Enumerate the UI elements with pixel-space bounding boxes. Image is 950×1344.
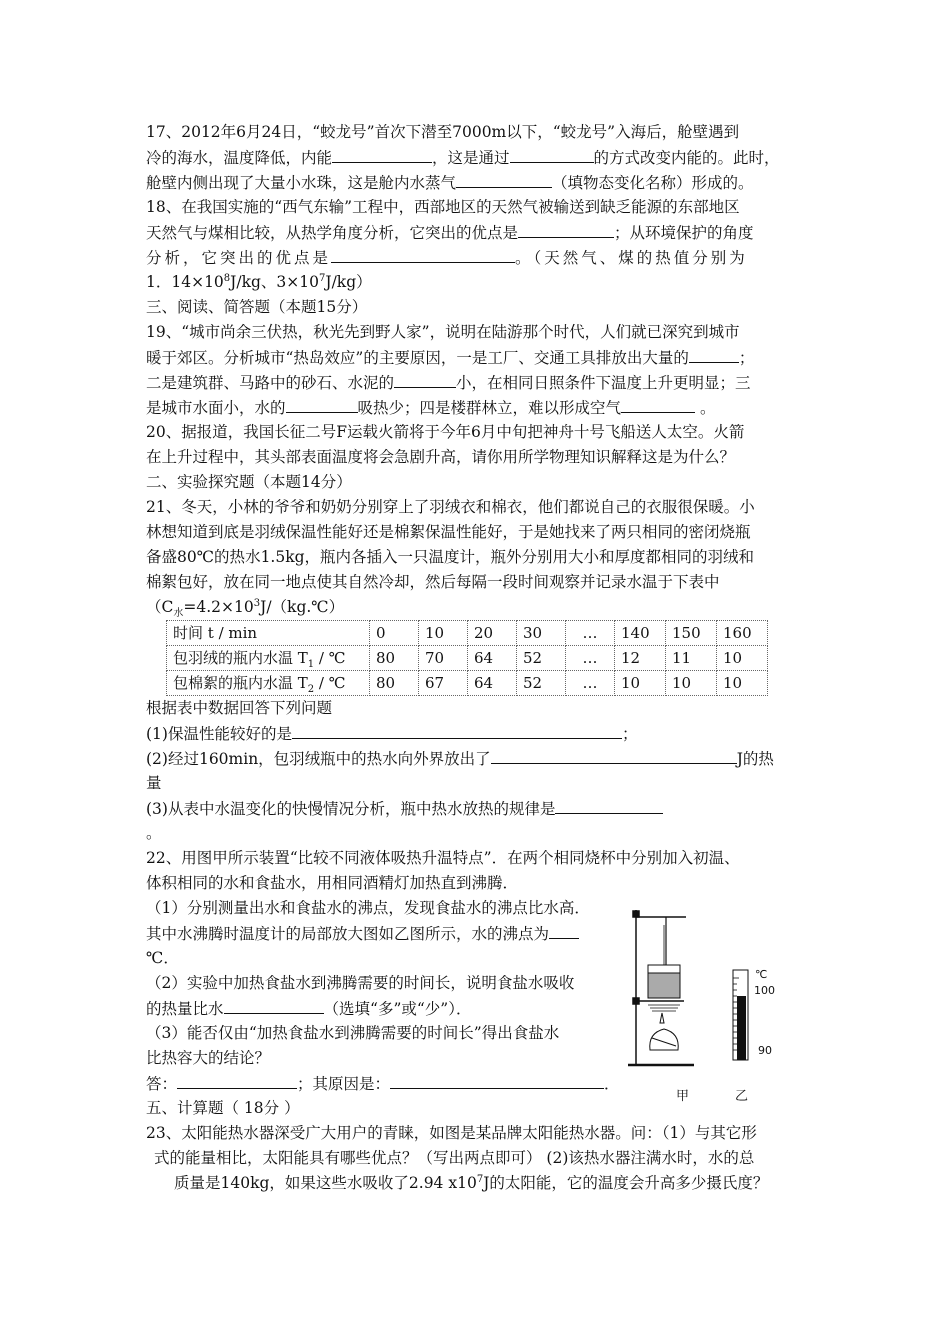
table-cell: … [566, 671, 615, 696]
q21-part3-end: 。 [146, 824, 162, 842]
table-row [167, 646, 768, 671]
section-heading-3: 三、阅读、简答题（本题15分） [146, 298, 368, 316]
q20-line2: 在上升过程中，其头部表面温度将会急剧升高，请你用所学物理知识解释这是为什么？ [146, 448, 736, 466]
heating-apparatus-figure [622, 905, 702, 1070]
table-cell: 140 [615, 621, 666, 646]
answer-blank[interactable] [332, 145, 432, 163]
answer-blank[interactable] [331, 245, 515, 263]
table-cell: 10 [717, 671, 768, 696]
q22-text: （选填“多”或“少”）． [323, 1000, 472, 1018]
q21-text: （C [146, 598, 174, 616]
beaker-icon [648, 965, 680, 998]
q18-text: 。（天然气、煤的热值分别为 [515, 249, 748, 267]
q17-line2 [146, 145, 826, 170]
answer-blank[interactable] [518, 220, 614, 238]
table-cell: 160 [717, 621, 768, 646]
q19-text: 吸热少；四是楼群林立，难以形成空气 [357, 399, 622, 417]
gauze-icon [648, 1005, 680, 1011]
figure-label-yi: 乙 [735, 1089, 749, 1104]
table-cell: 12 [615, 646, 666, 671]
q18-line3 [146, 245, 826, 270]
table-cell: 10 [717, 646, 768, 671]
q18-text: 1．14×10 [146, 273, 224, 291]
q22-text: ；其原因是： [297, 1075, 391, 1093]
subscript: 1 [307, 659, 315, 670]
q21-part1 [146, 721, 826, 746]
q23-line2: 式的能量相比，太阳能具有哪些优点？（写出两点即可） (2)该热水器注满水时，水的总 [154, 1149, 755, 1167]
answer-blank[interactable] [224, 996, 324, 1014]
table-cell: 10 [419, 621, 468, 646]
q21-text: =4.2×10 [183, 598, 254, 616]
q22-line2: 体积相同的水和食盐水，用相同酒精灯加热直到沸腾． [146, 874, 519, 892]
q21-text: J的热 [736, 750, 774, 768]
q21-part3 [146, 796, 826, 821]
q22-text: 答： [146, 1075, 178, 1093]
answer-blank[interactable] [456, 170, 552, 188]
answer-blank[interactable] [390, 1071, 604, 1089]
q17-text: 舱壁内侧出现了大量小水珠，这是舱内水蒸气 [146, 174, 457, 192]
q22-line1: 22、用图甲所示装置“比较不同液体吸热升温特点”．在两个相同烧杯中分别加入初温、 [146, 849, 740, 867]
answer-blank[interactable] [621, 395, 695, 413]
row-label: / ℃ [314, 674, 346, 692]
q22-text: 其中水沸腾时温度计的局部放大图如乙图所示，水的沸点为 [146, 925, 550, 943]
q21-part2-cont: 量 [146, 774, 162, 792]
table-cell: 11 [666, 646, 717, 671]
q18-text: 天然气与煤相比较，从热学角度分析，它突出的优点是 [146, 224, 519, 242]
q17-line1: 17、2012年6月24日，“蛟龙号”首次下潜至7000m以下，“蛟龙号”入海后，舱壁遇到 [146, 123, 740, 141]
q22-sub3a: （3）能否仅由“加热食盐水到沸腾需要的时间长”得出食盐水 [146, 1024, 560, 1042]
table-cell: 150 [666, 621, 717, 646]
q18-line2 [146, 220, 826, 245]
table-cell: 70 [419, 646, 468, 671]
table-cell: 30 [517, 621, 566, 646]
section-heading-2: 二、实验探究题（本题14分） [146, 473, 352, 491]
answer-blank[interactable] [689, 345, 739, 363]
q23-text: J的太阳能，它的温度会升高多少摄氏度？ [483, 1174, 769, 1192]
answer-blank[interactable] [549, 921, 579, 939]
temperature-table [166, 620, 768, 696]
q22-sub1b [146, 921, 826, 946]
table-cell: … [566, 646, 615, 671]
mercury-column [737, 996, 746, 1060]
table-cell: 64 [468, 671, 517, 696]
q21-text: ； [621, 725, 638, 743]
subscript: 2 [307, 684, 315, 695]
q23-line1: 23、太阳能热水器深受广大用户的青睐，如图是某品牌太阳能热水器。问：（1）与其它形 [146, 1124, 757, 1142]
table-cell: 64 [468, 646, 517, 671]
q19-line3 [146, 370, 826, 395]
table-row [167, 671, 768, 696]
superscript: 7 [319, 272, 326, 284]
q18-line1: 18、在我国实施的“西气东输”工程中，西部地区的天然气被输送到缺乏能源的东部地区 [146, 198, 740, 216]
table-cell: 10 [666, 671, 717, 696]
table-cell: 80 [370, 671, 419, 696]
q22-answer [146, 1071, 826, 1096]
answer-blank[interactable] [491, 746, 737, 764]
q17-text: 冷的海水，温度降低，内能 [146, 149, 333, 167]
q18-text: 分析，它突出的优点是 [146, 249, 332, 267]
q21-text: (2)经过160min，包羽绒瓶中的热水向外界放出了 [146, 750, 491, 768]
q19-line2 [146, 345, 826, 370]
table-cell: 0 [370, 621, 419, 646]
q18-text: ；从环境保护的角度 [614, 224, 754, 242]
superscript: 8 [223, 272, 231, 284]
q21-line2: 林想知道到底是羽绒保温性能好还是棉絮保温性能好，于是她找来了两只相同的密闭烧瓶 [146, 523, 751, 541]
answer-blank[interactable] [394, 370, 456, 388]
q21-line3: 备盛80℃的热水1.5kg，瓶内各插入一只温度计，瓶外分别用大小和厚度都相同的羽绒和 [146, 548, 755, 566]
table-cell [167, 671, 370, 696]
q19-text: 小，在相同日照条件下温度上升更明显；三 [456, 374, 751, 392]
table-cell: 52 [517, 671, 566, 696]
table-cell [167, 646, 370, 671]
q21-after: 根据表中数据回答下列问题 [146, 699, 333, 717]
answer-blank[interactable] [177, 1071, 297, 1089]
table-cell: … [566, 621, 615, 646]
q22-text: 的热量比水 [146, 1000, 224, 1018]
answer-blank[interactable] [286, 395, 358, 413]
table-cell: 10 [615, 671, 666, 696]
answer-blank[interactable] [510, 145, 594, 163]
q19-text: 是城市水面小，水的 [146, 399, 286, 417]
figure-label-jia: 甲 [676, 1089, 690, 1104]
q23-line3 [146, 1171, 826, 1196]
row-label: / ℃ [314, 649, 346, 667]
q19-text: 。 [695, 399, 716, 417]
q19-line4 [146, 395, 826, 420]
q22-sub2a: （2）实验中加热食盐水到沸腾需要的时间长，说明食盐水吸收 [146, 974, 575, 992]
q19-line1: 19、“城市尚余三伏热，秋光先到野人家”，说明在陆游那个时代，人们就已深究到城市 [146, 323, 740, 341]
thermometer-closeup-figure [722, 966, 782, 1066]
q19-text: 暖于郊区。分析城市“热岛效应”的主要原因，一是工厂、交通工具排放出大量的 [146, 349, 689, 367]
q23-text: 质量是140kg，如果这些水吸收了2.94 x10 [174, 1174, 477, 1192]
answer-blank[interactable] [555, 796, 663, 814]
q21-line4: 棉絮包好，放在同一地点使其自然冷却，然后每隔一段时间观察并记录水温于下表中 [146, 573, 720, 591]
table-cell: 67 [419, 671, 468, 696]
table-row [167, 621, 768, 646]
q17-text: （填物态变化名称）形成的。 [552, 174, 754, 192]
thermometer-label-100: 100 [754, 984, 775, 997]
q22-sub1a: （1）分别测量出水和食盐水的沸点，发现食盐水的沸点比水高． [146, 899, 590, 917]
thermometer-label-90: 90 [758, 1044, 772, 1057]
q21-text: (1)保温性能较好的是 [146, 725, 292, 743]
q21-line5 [146, 595, 826, 620]
q21-line1: 21、冬天，小林的爷爷和奶奶分别穿上了羽绒衣和棉衣，他们都说自己的衣服很保暖。小 [146, 498, 755, 516]
table-cell: 时间 t / min [167, 621, 370, 646]
row-label: 包羽绒的瓶内水温 T [173, 649, 308, 667]
answer-blank[interactable] [292, 721, 622, 739]
q18-line4 [146, 270, 826, 295]
q22-sub3b: 比热容大的结论？ [146, 1049, 271, 1067]
superscript: 7 [476, 1173, 484, 1185]
q20-line1: 20、据报道，我国长征二号F运载火箭将于今年6月中旬把神舟十号飞船送人太空。火箭 [146, 423, 745, 441]
q21-text: (3)从表中水温变化的快慢情况分析，瓶中热水放热的规律是 [146, 800, 556, 818]
row-label: 包棉絮的瓶内水温 T [173, 674, 308, 692]
q19-text: ； [738, 349, 755, 367]
q19-text: 二是建筑群、马路中的砂石、水泥的 [146, 374, 395, 392]
q17-text: 的方式改变内能的。此时， [593, 149, 780, 167]
superscript: 3 [253, 597, 261, 609]
q17-line3 [146, 170, 826, 195]
table-cell: 20 [468, 621, 517, 646]
table-cell: 80 [370, 646, 419, 671]
subscript: 水 [173, 608, 184, 620]
q21-text: J/（kg.℃） [260, 598, 345, 616]
section-heading-5: 五、计算题（ 18分 ） [146, 1099, 300, 1117]
table-cell: 52 [517, 646, 566, 671]
q21-part2 [146, 746, 826, 771]
q18-text: J/kg、3×10 [230, 273, 319, 291]
q17-text: ，这是通过 [432, 149, 510, 167]
q18-text: J/kg） [325, 273, 372, 291]
q22-text: ． [604, 1075, 620, 1093]
alcohol-lamp-icon [650, 1013, 678, 1050]
thermometer-unit: ℃ [755, 968, 768, 981]
q22-sub1c: ℃． [146, 949, 179, 967]
